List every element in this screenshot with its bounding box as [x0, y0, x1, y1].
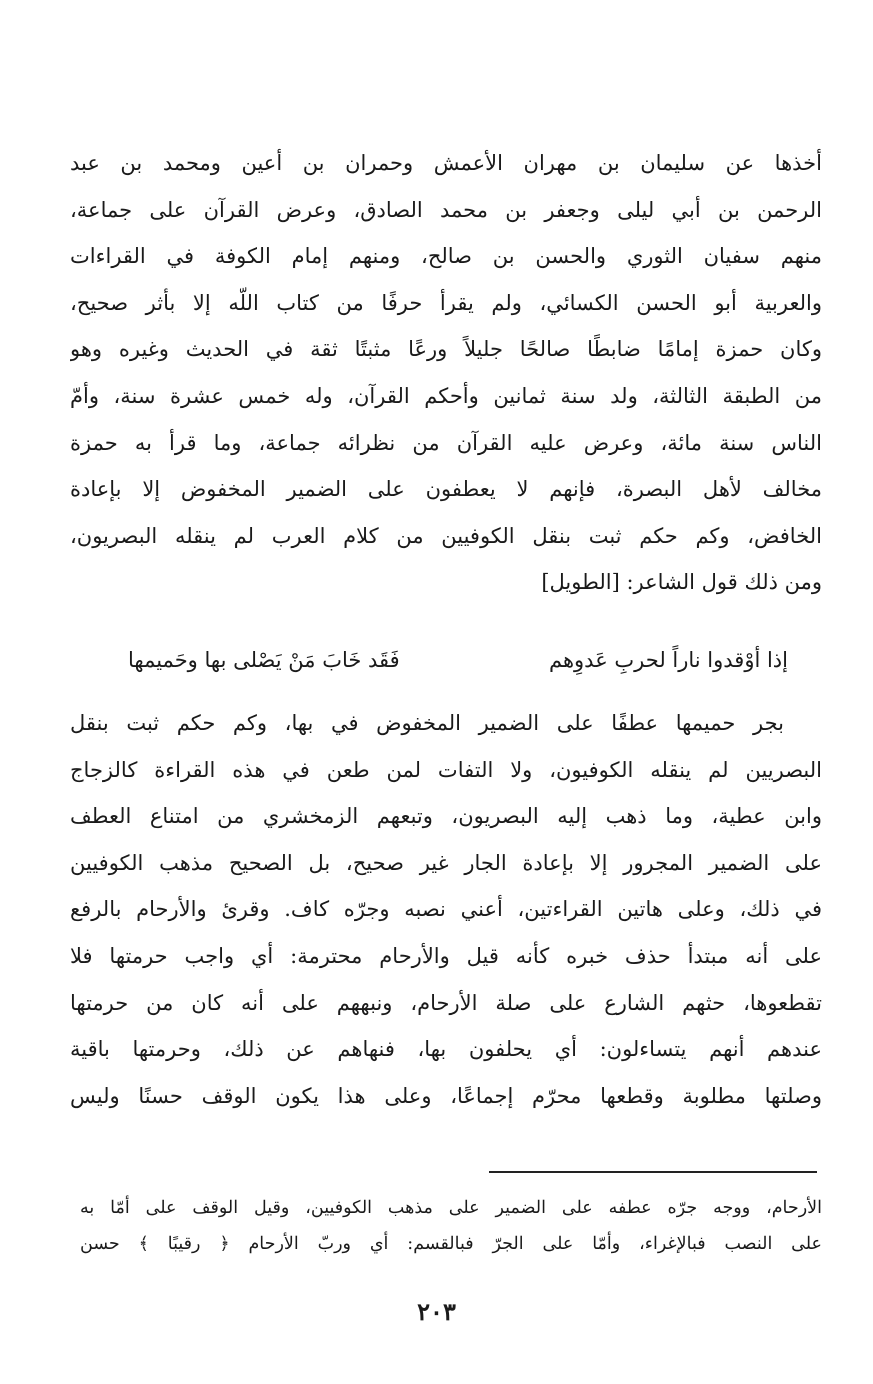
text-line: الرحمن بن أبي ليلى وجعفر بن محمد الصادق، وعرض القرآن على جماعة،	[70, 197, 822, 222]
text-line: وكان حمزة إمامًا ضابطًا صالحًا جليلاً ورعًا مثبتًا ثقة في الحديث وغيره وهو	[70, 337, 822, 362]
text-line: ومن ذلك قول الشاعر: [الطويل]	[541, 570, 822, 595]
footnote-separator	[489, 1171, 817, 1173]
text-line: والعربية أبو الحسن الكسائي، ولم يقرأ حرفًا من كتاب اللّه إلا بأثر صحيح،	[70, 290, 822, 315]
verse-second-hemistich: فَقَد خَابَ مَنْ يَصْلى بها وحَميمها	[128, 648, 400, 672]
poetry-verse	[128, 636, 788, 684]
page-number: ٢٠٣	[417, 1297, 456, 1326]
verse-first-hemistich: إذا أوْقدوا ناراً لحربِ عَدوِهم	[548, 648, 788, 672]
text-line: الخافض، وكم حكم ثبت بنقل الكوفيين من كلام العرب لم ينقله البصريون،	[70, 523, 822, 548]
footnotes	[80, 1190, 822, 1262]
text-line: تقطعوها، حثهم الشارع على صلة الأرحام، ونبههم على أنه كان من حرمتها	[70, 990, 822, 1015]
text-line: البصريين لم ينقله الكوفيون، ولا التفات لمن طعن في هذه القراءة كالزجاج	[70, 757, 822, 782]
text-line: وصلتها مطلوبة وقطعها محرّم إجماعًا، وعلى هذا يكون الوقف حسنًا وليس	[70, 1083, 822, 1108]
text-line: من الطبقة الثالثة، ولد سنة ثمانين وأحكم القرآن، وله خمس عشرة سنة، وأمّ	[70, 383, 822, 408]
text-line: أخذها عن سليمان بن مهران الأعمش وحمران بن أعين ومحمد بن عبد	[70, 151, 822, 175]
text-line: على أنه مبتدأ حذف خبره كأنه قيل والأرحام محترمة: أي واجب حرمتها فلا	[70, 943, 822, 968]
text-line: الناس سنة مائة، وعرض عليه القرآن من نظرائه جماعة، وما قرأ به حمزة	[70, 430, 822, 455]
main-text-block	[70, 140, 822, 606]
text-line: وابن عطية، وما ذهب إليه البصريون، وتبعهم الزمخشري من امتناع العطف	[70, 804, 822, 829]
footnote-line: الأرحام، ووجه جرّه عطفه على الضمير على مذهب الكوفيين، وقيل الوقف على أمّا به	[80, 1198, 822, 1218]
footnote-line: على النصب فبالإغراء، وأمّا على الجرّ فبالقسم: أي وربّ الأرحام ﴿ رقيبًا ﴾ حسن	[80, 1234, 822, 1254]
text-line: على الضمير المجرور إلا بإعادة الجار غير صحيح، بل الصحيح مذهب الكوفيين	[70, 850, 822, 875]
text-line: منهم سفيان الثوري والحسن بن صالح، ومنهم إمام الكوفة في القراءات	[70, 244, 822, 269]
text-line: بجر حميمها عطفًا على الضمير المخفوض في بها، وكم حكم ثبت بنقل	[70, 711, 785, 735]
text-line: عندهم أنهم يتساءلون: أي يحلفون بها، فنهاهم عن ذلك، وحرمتها باقية	[70, 1037, 822, 1062]
text-line: مخالف لأهل البصرة، فإنهم لا يعطفون على الضمير المخفوض إلا بإعادة	[70, 477, 822, 502]
main-text-block-continued	[70, 700, 822, 1119]
text-line: في ذلك، وعلى هاتين القراءتين، أعني نصبه وجرّه كاف. وقرئ والأرحام بالرفع	[70, 897, 822, 922]
